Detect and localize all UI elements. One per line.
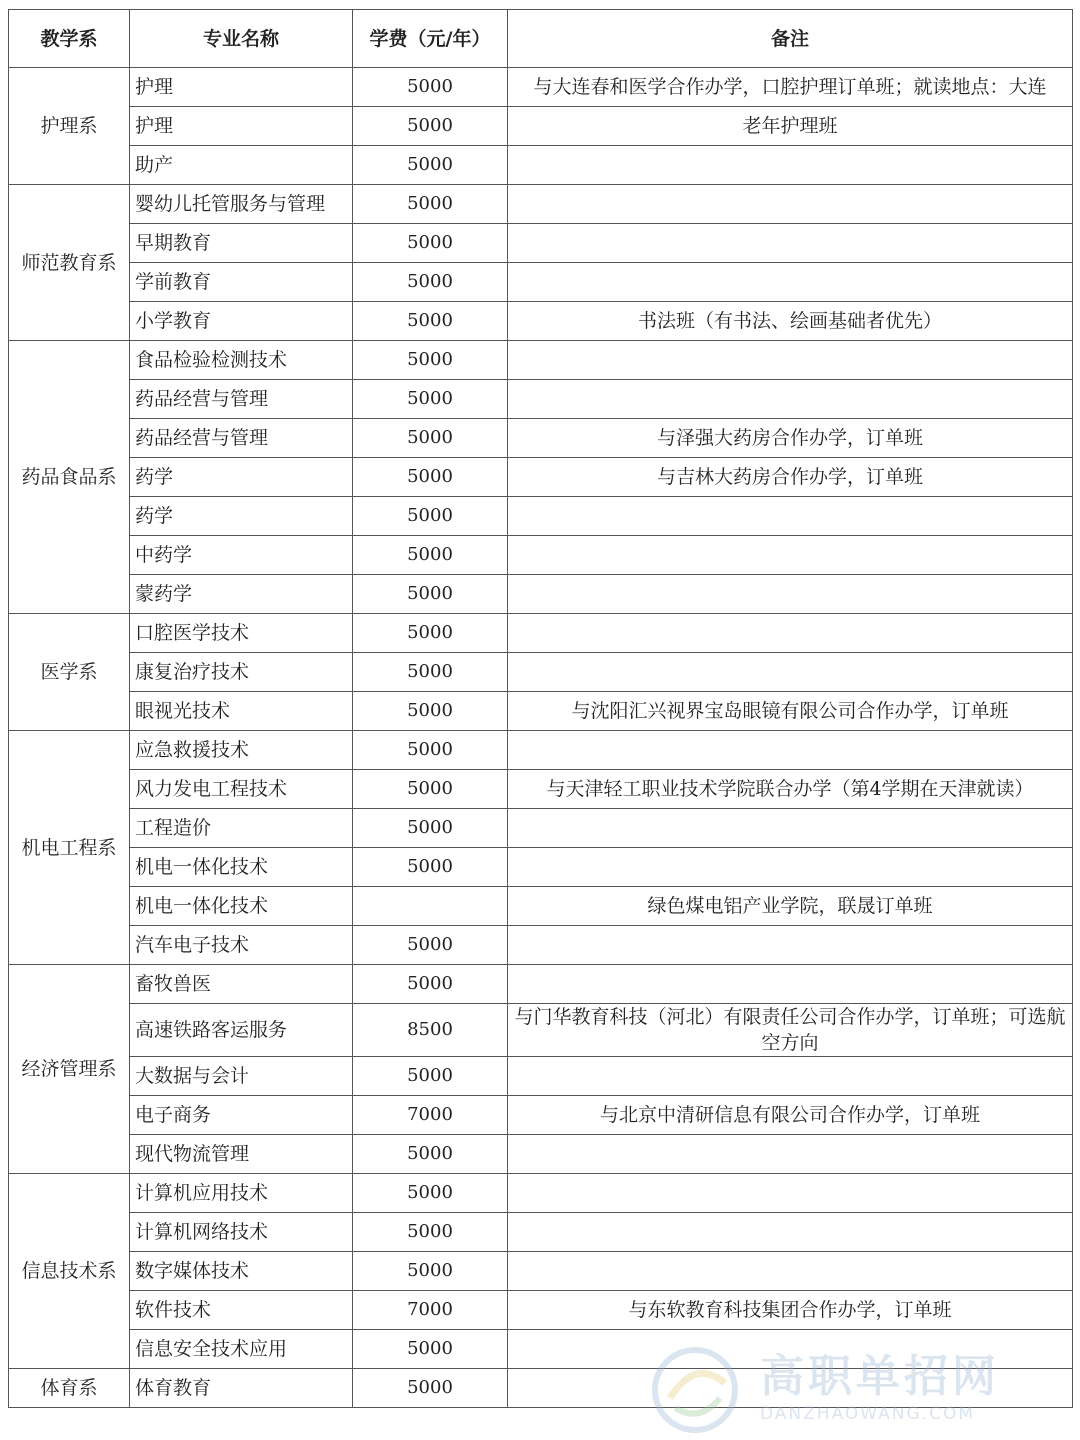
major-cell: 畜牧兽医 — [130, 965, 353, 1004]
table-row — [9, 380, 1073, 419]
fee-cell: 5000 — [353, 68, 508, 107]
note-cell: 与大连春和医学合作办学，口腔护理订单班；就读地点：大连 — [508, 68, 1073, 107]
header-note: 备注 — [508, 10, 1073, 68]
note-cell: 书法班（有书法、绘画基础者优先） — [508, 302, 1073, 341]
major-cell: 学前教育 — [130, 263, 353, 302]
note-cell — [508, 614, 1073, 653]
table-row — [9, 692, 1073, 731]
table-row — [9, 497, 1073, 536]
header-fee: 学费（元/年） — [353, 10, 508, 68]
major-cell: 康复治疗技术 — [130, 653, 353, 692]
major-cell: 机电一体化技术 — [130, 887, 353, 926]
major-cell: 药学 — [130, 497, 353, 536]
major-cell: 眼视光技术 — [130, 692, 353, 731]
note-cell: 与吉林大药房合作办学，订单班 — [508, 458, 1073, 497]
major-cell: 药学 — [130, 458, 353, 497]
note-cell: 与泽强大药房合作办学，订单班 — [508, 419, 1073, 458]
note-cell — [508, 146, 1073, 185]
fee-cell: 5000 — [353, 731, 508, 770]
note-cell — [508, 263, 1073, 302]
fee-cell: 5000 — [353, 107, 508, 146]
table-row — [9, 1174, 1073, 1213]
department-cell: 师范教育系 — [9, 185, 130, 341]
table-row — [9, 1135, 1073, 1174]
fee-cell: 5000 — [353, 536, 508, 575]
fee-cell: 5000 — [353, 1057, 508, 1096]
note-cell — [508, 1135, 1073, 1174]
major-cell: 食品检验检测技术 — [130, 341, 353, 380]
note-cell — [508, 185, 1073, 224]
major-cell: 大数据与会计 — [130, 1057, 353, 1096]
fee-cell: 5000 — [353, 926, 508, 965]
major-cell: 汽车电子技术 — [130, 926, 353, 965]
table-row — [9, 1096, 1073, 1135]
table-row — [9, 1369, 1073, 1408]
fee-cell: 5000 — [353, 185, 508, 224]
major-cell: 现代物流管理 — [130, 1135, 353, 1174]
department-cell: 药品食品系 — [9, 341, 130, 614]
major-cell: 婴幼儿托管服务与管理 — [130, 185, 353, 224]
note-cell: 与东软教育科技集团合作办学，订单班 — [508, 1291, 1073, 1330]
note-cell — [508, 731, 1073, 770]
fee-cell: 5000 — [353, 614, 508, 653]
fee-cell: 5000 — [353, 1174, 508, 1213]
major-cell: 工程造价 — [130, 809, 353, 848]
table-row — [9, 68, 1073, 107]
fee-cell: 5000 — [353, 1369, 508, 1408]
note-cell: 与天津轻工职业技术学院联合办学（第4学期在天津就读） — [508, 770, 1073, 809]
major-cell: 药品经营与管理 — [130, 380, 353, 419]
major-cell: 早期教育 — [130, 224, 353, 263]
table-row — [9, 1057, 1073, 1096]
major-cell: 小学教育 — [130, 302, 353, 341]
department-cell: 体育系 — [9, 1369, 130, 1408]
fee-cell: 5000 — [353, 224, 508, 263]
table-row — [9, 185, 1073, 224]
table-header-row — [9, 10, 1073, 68]
fee-cell: 8500 — [353, 1004, 508, 1057]
fee-cell: 5000 — [353, 692, 508, 731]
fee-cell: 5000 — [353, 770, 508, 809]
note-cell — [508, 497, 1073, 536]
note-cell — [508, 1330, 1073, 1369]
major-cell: 机电一体化技术 — [130, 848, 353, 887]
note-cell — [508, 926, 1073, 965]
note-cell: 与北京中清研信息有限公司合作办学，订单班 — [508, 1096, 1073, 1135]
major-cell: 应急救援技术 — [130, 731, 353, 770]
note-cell — [508, 653, 1073, 692]
major-cell: 助产 — [130, 146, 353, 185]
note-cell: 绿色煤电铝产业学院，联晟订单班 — [508, 887, 1073, 926]
table-body — [9, 68, 1073, 1408]
major-cell: 蒙药学 — [130, 575, 353, 614]
table-row — [9, 965, 1073, 1004]
note-cell — [508, 1213, 1073, 1252]
major-cell: 护理 — [130, 107, 353, 146]
department-cell: 医学系 — [9, 614, 130, 731]
table-row — [9, 770, 1073, 809]
table-row — [9, 731, 1073, 770]
department-cell: 经济管理系 — [9, 965, 130, 1174]
table-row — [9, 887, 1073, 926]
watermark-title: 高职单招网 — [760, 1351, 1000, 1402]
major-cell: 高速铁路客运服务 — [130, 1004, 353, 1057]
fee-cell: 5000 — [353, 302, 508, 341]
fee-cell: 5000 — [353, 263, 508, 302]
table-row — [9, 419, 1073, 458]
department-cell: 机电工程系 — [9, 731, 130, 965]
note-cell — [508, 380, 1073, 419]
note-cell: 老年护理班 — [508, 107, 1073, 146]
fee-cell: 5000 — [353, 1252, 508, 1291]
fee-cell: 5000 — [353, 380, 508, 419]
major-cell: 药品经营与管理 — [130, 419, 353, 458]
table-row — [9, 926, 1073, 965]
fee-cell: 7000 — [353, 1291, 508, 1330]
note-cell — [508, 809, 1073, 848]
fee-cell — [353, 887, 508, 926]
note-cell — [508, 1369, 1073, 1408]
major-cell: 口腔医学技术 — [130, 614, 353, 653]
table-row — [9, 653, 1073, 692]
fee-cell: 5000 — [353, 809, 508, 848]
fee-cell: 5000 — [353, 575, 508, 614]
note-cell — [508, 536, 1073, 575]
fee-cell: 5000 — [353, 1213, 508, 1252]
note-cell: 与门华教育科技（河北）有限责任公司合作办学，订单班；可选航空方向 — [508, 1004, 1073, 1057]
department-cell: 信息技术系 — [9, 1174, 130, 1369]
fee-cell: 5000 — [353, 341, 508, 380]
table-row — [9, 1004, 1073, 1057]
major-cell: 软件技术 — [130, 1291, 353, 1330]
fee-cell: 5000 — [353, 458, 508, 497]
major-cell: 电子商务 — [130, 1096, 353, 1135]
table-row — [9, 302, 1073, 341]
major-cell: 体育教育 — [130, 1369, 353, 1408]
fee-cell: 5000 — [353, 848, 508, 887]
table-row — [9, 1252, 1073, 1291]
table-row — [9, 848, 1073, 887]
fee-cell: 5000 — [353, 497, 508, 536]
table-row — [9, 341, 1073, 380]
table-row — [9, 146, 1073, 185]
fee-cell: 5000 — [353, 653, 508, 692]
table-row — [9, 224, 1073, 263]
table-row — [9, 1330, 1073, 1369]
table-row — [9, 1213, 1073, 1252]
note-cell — [508, 341, 1073, 380]
table-row — [9, 107, 1073, 146]
table-row — [9, 458, 1073, 497]
note-cell — [508, 1057, 1073, 1096]
department-cell: 护理系 — [9, 68, 130, 185]
note-cell — [508, 1252, 1073, 1291]
fee-cell: 5000 — [353, 1330, 508, 1369]
header-department: 教学系 — [9, 10, 130, 68]
major-cell: 风力发电工程技术 — [130, 770, 353, 809]
major-cell: 数字媒体技术 — [130, 1252, 353, 1291]
major-cell: 计算机网络技术 — [130, 1213, 353, 1252]
fee-cell: 5000 — [353, 419, 508, 458]
major-cell: 计算机应用技术 — [130, 1174, 353, 1213]
note-cell — [508, 1174, 1073, 1213]
table-row — [9, 614, 1073, 653]
fee-cell: 5000 — [353, 1135, 508, 1174]
note-cell — [508, 848, 1073, 887]
note-cell — [508, 575, 1073, 614]
fee-cell: 5000 — [353, 965, 508, 1004]
major-cell: 中药学 — [130, 536, 353, 575]
note-cell: 与沈阳汇兴视界宝岛眼镜有限公司合作办学，订单班 — [508, 692, 1073, 731]
table-row — [9, 263, 1073, 302]
fee-cell: 7000 — [353, 1096, 508, 1135]
table-row — [9, 536, 1073, 575]
table-row — [9, 575, 1073, 614]
note-cell — [508, 224, 1073, 263]
major-cell: 护理 — [130, 68, 353, 107]
note-cell — [508, 965, 1073, 1004]
major-cell: 信息安全技术应用 — [130, 1330, 353, 1369]
tuition-table — [8, 9, 1073, 1408]
fee-cell: 5000 — [353, 146, 508, 185]
watermark-subtitle: DANZHAOWANG.COM — [760, 1404, 975, 1424]
header-major: 专业名称 — [130, 10, 353, 68]
table-row — [9, 809, 1073, 848]
table-row — [9, 1291, 1073, 1330]
